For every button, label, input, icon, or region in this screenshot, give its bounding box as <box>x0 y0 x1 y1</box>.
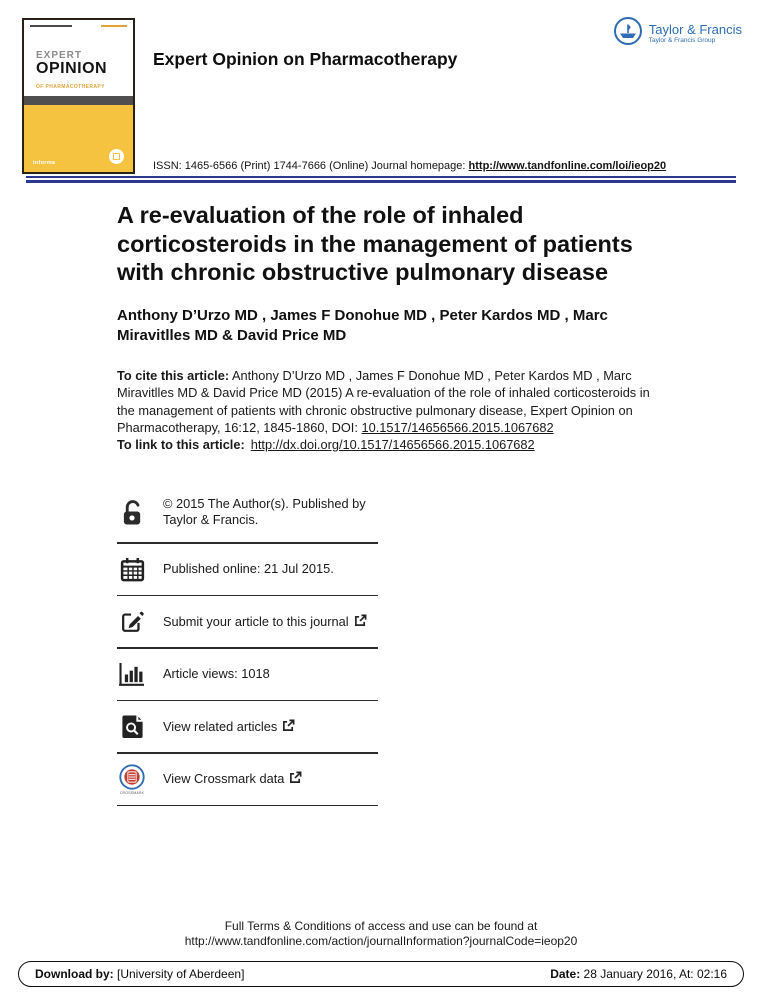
cover-masthead-top: EXPERT <box>36 50 83 61</box>
date-value: 28 January 2016, At: 02:16 <box>580 967 727 981</box>
download-value: [University of Aberdeen] <box>113 967 245 981</box>
taylor-francis-logo <box>613 16 742 51</box>
crossmark-text: View Crossmark data <box>163 771 302 787</box>
article-title-line3: with chronic obstructive pulmonary disease <box>117 259 609 285</box>
calendar-icon <box>117 557 147 582</box>
crossmark-icon <box>117 764 147 795</box>
authors-line: Anthony D’Urzo MD , James F Donohue MD , Peter Kardos MD , Marc Miravitlles MD & David Price MD <box>117 307 608 344</box>
open-access-row <box>117 482 378 542</box>
cover-masthead-main: OPINION <box>36 60 108 77</box>
published-online-row <box>117 544 378 595</box>
terms-footer <box>0 919 762 948</box>
cite-doi-link[interactable]: 10.1517/14656566.2015.1067682 <box>361 419 554 435</box>
cover-gray-band <box>24 96 133 105</box>
article-views-text: Article views: 1018 <box>163 666 270 681</box>
open-access-text: © 2015 The Author(s). Published by Taylor & Francis. <box>163 496 366 527</box>
bar-chart-icon <box>117 663 147 686</box>
external-link-icon <box>289 771 302 784</box>
download-label: Download by: <box>35 967 114 981</box>
article-views-row <box>117 649 378 700</box>
submit-article-row[interactable] <box>117 596 378 647</box>
article-title <box>117 201 677 287</box>
cite-body: Anthony D’Urzo MD , James F Donohue MD , Peter Kardos MD , Marc Miravitlles MD & David Price MD (2015) A re-evaluation of the role of inhaled corticosteroids in the management of patients with chronic obstructive pulmonary disease, Expert Opinion on Pharmacotherapy, 16:12, 1845-1860, DOI: <box>117 368 650 435</box>
tf-logo-name: Taylor & Francis <box>648 21 742 37</box>
crossmark-row[interactable] <box>117 754 378 805</box>
article-title-line1: A re-evaluation of the role of inhaled <box>117 202 524 228</box>
download-info-bar <box>18 961 744 987</box>
link-block <box>117 437 535 452</box>
submit-article-icon <box>117 609 147 635</box>
link-label: To link to this article: <box>117 437 245 452</box>
terms-line1: Full Terms & Conditions of access and use can be found at <box>224 919 538 933</box>
doi-url-link[interactable]: http://dx.doi.org/10.1517/14656566.2015.1067682 <box>250 437 535 452</box>
external-link-icon <box>282 719 295 732</box>
cover-yellow-panel <box>24 105 133 172</box>
cover-volume-info <box>30 25 127 27</box>
journal-title: Expert Opinion on Pharmacotherapy <box>153 49 458 69</box>
published-online-text: Published online: 21 Jul 2015. <box>163 561 334 576</box>
tf-logo-group: Taylor & Francis Group <box>648 36 716 44</box>
crossmark-caption: CROSSMARK <box>119 790 145 795</box>
open-access-icon <box>117 498 147 527</box>
tf-ship-icon <box>613 16 643 51</box>
terms-url[interactable]: http://www.tandfonline.com/action/journalInformation?journalCode=ieop20 <box>184 933 578 948</box>
article-actions-list <box>117 482 378 806</box>
download-by <box>35 967 244 981</box>
list-divider <box>117 805 378 807</box>
related-articles-text: View related articles <box>163 719 295 735</box>
article-title-line2: corticosteroids in the management of patients <box>117 230 633 257</box>
cover-publisher-label: informa <box>33 160 56 166</box>
journal-cover-thumbnail <box>22 18 135 174</box>
journal-homepage-link[interactable]: http://www.tandfonline.com/loi/ieop20 <box>468 160 667 172</box>
external-link-icon <box>354 614 367 627</box>
citation-block <box>117 367 665 436</box>
cover-masthead-sub: OF PHARMACOTHERAPY <box>36 84 105 90</box>
related-articles-row[interactable] <box>117 701 378 752</box>
header-divider <box>26 176 736 183</box>
date-label: Date: <box>550 967 581 981</box>
informa-ring-icon <box>109 149 124 164</box>
issn-line <box>153 160 666 172</box>
download-date <box>550 967 727 981</box>
issn-text: ISSN: 1465-6566 (Print) 1744-7666 (Online) Journal homepage: <box>153 160 469 172</box>
submit-article-text: Submit your article to this journal <box>163 614 367 630</box>
cite-label: To cite this article: <box>117 368 230 383</box>
related-articles-icon <box>117 714 147 740</box>
